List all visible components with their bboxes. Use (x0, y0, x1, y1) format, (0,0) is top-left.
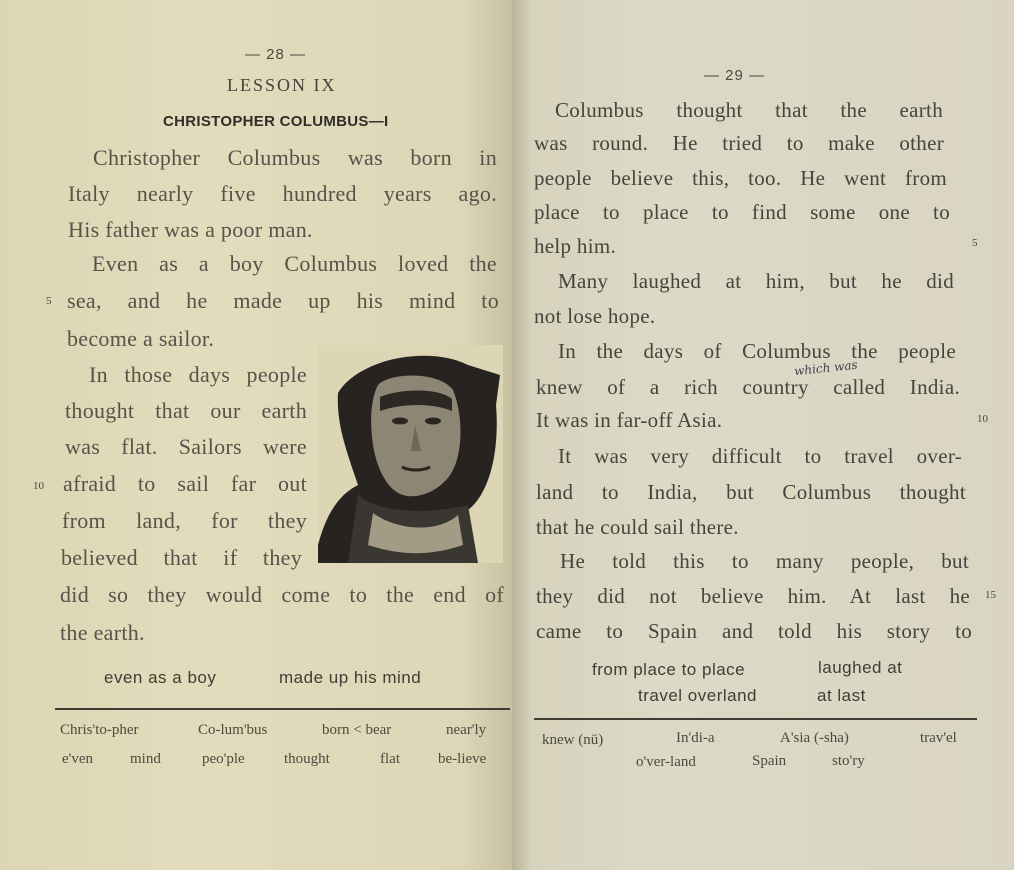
pronunciation: thought (284, 751, 330, 767)
pronunciation: flat (380, 751, 400, 767)
phrase: laughed at (818, 658, 903, 677)
text-line: did so they would come to the end of (60, 582, 504, 607)
text-line: the earth. (60, 620, 145, 645)
pronunciation: Co-lum'bus (198, 722, 268, 738)
pronunciation: sto'ry (832, 753, 865, 769)
divider (534, 718, 977, 720)
page-number: — 28 — (245, 46, 307, 63)
phrase: at last (817, 686, 866, 705)
text-line: Many laughed at him, but he did (558, 269, 954, 293)
pronunciation: Spain (752, 753, 787, 769)
phrase: even as a boy (104, 668, 217, 687)
pronunciation: In'di-a (676, 730, 715, 746)
line-number: 10 (33, 480, 44, 492)
text-line: His father was a poor man. (68, 217, 313, 242)
pronunciation: A'sia (-sha) (780, 730, 849, 746)
text-line: He told this to many people, but (560, 549, 969, 573)
text-line: not lose hope. (534, 304, 656, 328)
text-line: It was in far-off Asia. (536, 408, 723, 432)
divider (55, 708, 510, 710)
text-line: afraid to sail far out (63, 471, 307, 496)
text-line: land to India, but Columbus thought (536, 480, 966, 504)
pronunciation: born < bear (322, 722, 392, 738)
text-line: become a sailor. (67, 326, 215, 351)
text-line: they did not believe him. At last he (536, 584, 970, 608)
pronunciation: mind (130, 751, 161, 767)
text-line: was round. He tried to make other (534, 131, 944, 155)
columbus-portrait (318, 345, 503, 563)
text-line: was flat. Sailors were (65, 434, 307, 459)
page-number: — 29 — (704, 67, 766, 84)
text-line: help him. (534, 234, 617, 258)
text-line: sea, and he made up his mind to (67, 288, 499, 313)
line-number: 10 (977, 413, 988, 425)
right-page (512, 0, 1014, 870)
pronunciation: o'ver-land (636, 754, 696, 770)
lesson-heading: LESSON IX (227, 75, 337, 95)
line-number: 5 (46, 295, 52, 307)
pronunciation: trav'el (920, 730, 957, 746)
phrase: from place to place (592, 660, 746, 679)
phrase: made up his mind (279, 668, 422, 687)
pronunciation: knew (nū) (542, 732, 604, 748)
pronunciation: be-lieve (438, 751, 487, 767)
pronunciation: e'ven (62, 751, 94, 767)
text-line: Italy nearly five hundred years ago. (68, 181, 497, 206)
text-line: people believe this, too. He went from (534, 166, 947, 190)
pronunciation: Chris'to-pher (60, 722, 139, 738)
lesson-title: CHRISTOPHER COLUMBUS—I (163, 113, 389, 130)
text-line: thought that our earth (65, 398, 307, 423)
phrase: travel overland (638, 686, 758, 705)
pronunciation: peo'ple (202, 751, 245, 767)
text-line: from land, for they (62, 508, 307, 533)
handwritten-note: which was (793, 357, 859, 379)
text-line: believed that if they (61, 545, 302, 570)
text-line: that he could sail there. (536, 515, 739, 539)
line-number: 15 (985, 589, 996, 601)
text-line: It was very difficult to travel over- (558, 444, 962, 468)
text-line: Columbus thought that the earth (555, 98, 943, 122)
pronunciation: near'ly (446, 722, 487, 738)
text-line: place to place to find some one to (534, 200, 950, 224)
line-number: 5 (972, 237, 978, 249)
text-line: Even as a boy Columbus loved the (92, 251, 497, 276)
text-line: Christopher Columbus was born in (93, 145, 497, 170)
text-line: knew of a rich country called India. (536, 375, 960, 399)
text-line: In those days people (89, 362, 307, 387)
text-line: came to Spain and told his story to (536, 619, 972, 643)
text-line: In the days of Columbus the people (558, 339, 956, 363)
